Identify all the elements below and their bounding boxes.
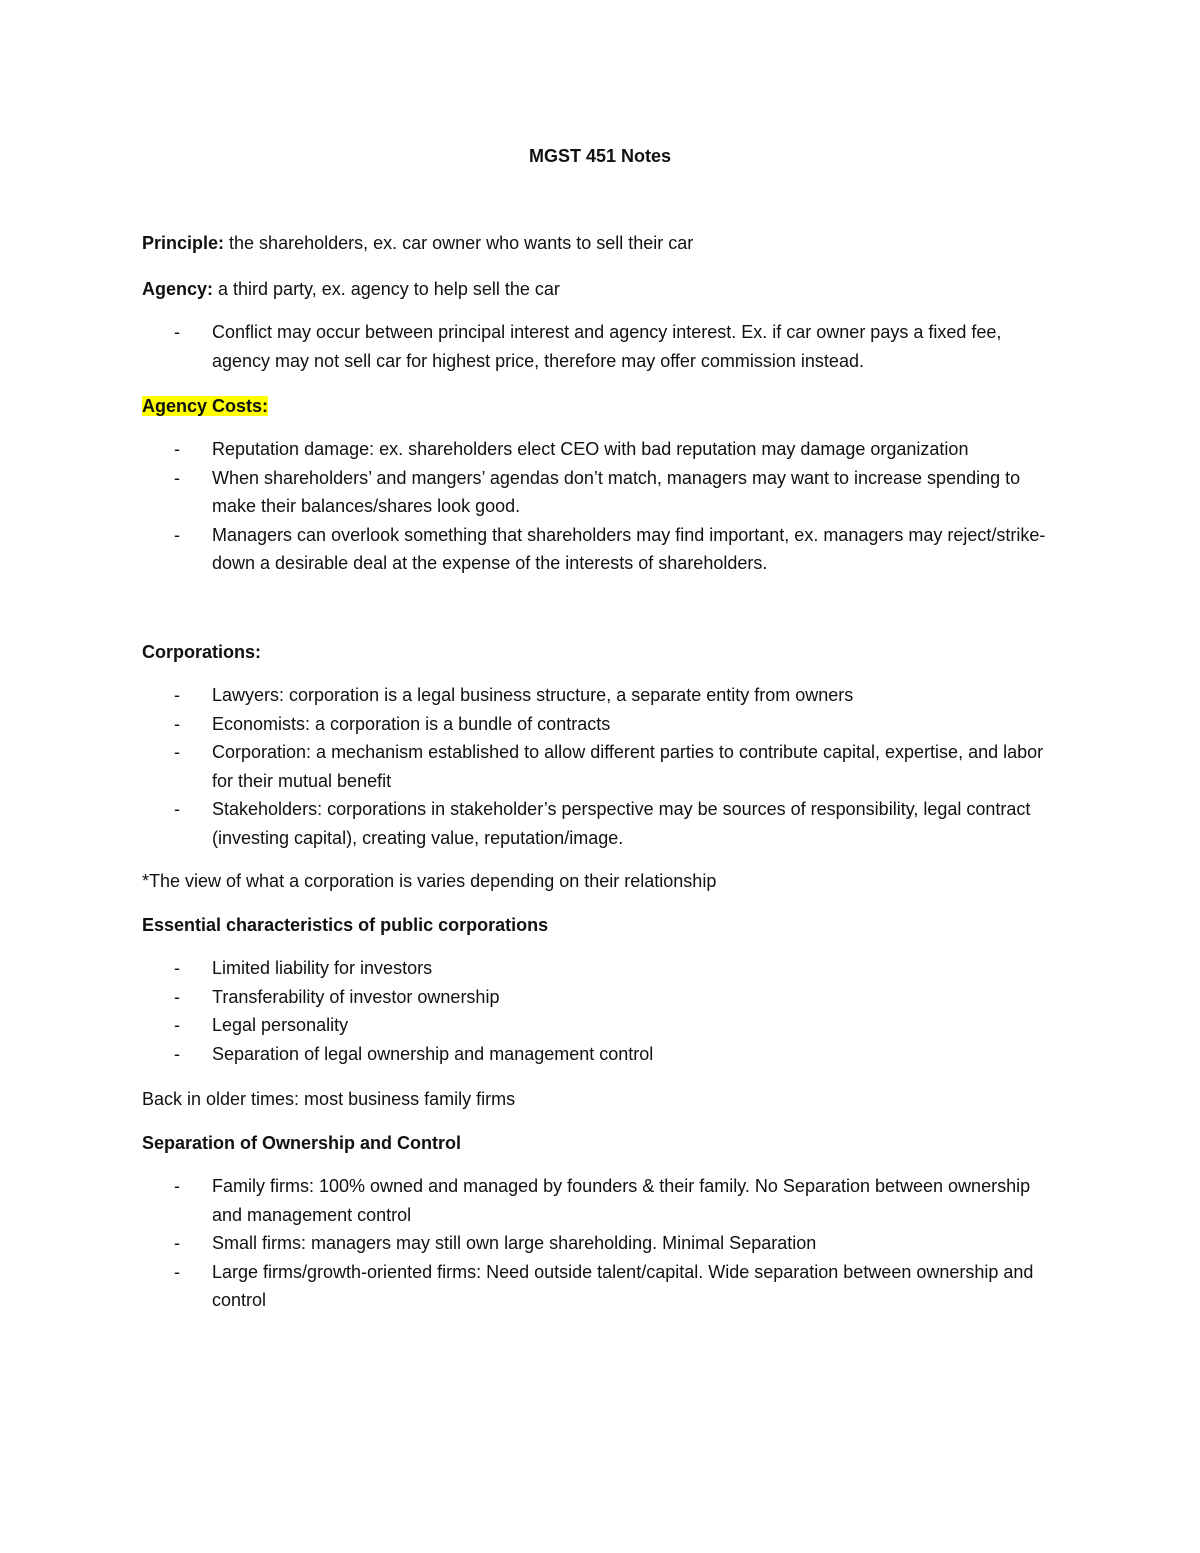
list-item-text: Lawyers: corporation is a legal business structure, a separate entity from owners — [212, 685, 854, 705]
page-title: MGST 451 Notes — [528, 146, 672, 166]
separation-heading: Separation of Ownership and Control — [142, 1133, 462, 1153]
list-item — [142, 983, 1062, 1012]
dash-marker: - — [174, 958, 180, 978]
list-item-text: Family firms: 100% owned and managed by founders & their family. No Separation between ownership and management control — [212, 1176, 1031, 1225]
older-times-block — [142, 1085, 1062, 1114]
list-item — [142, 1040, 1062, 1069]
principle-paragraph — [142, 229, 1062, 258]
list-item — [142, 318, 1062, 375]
list-item-text: Transferability of investor ownership — [212, 986, 500, 1007]
dash-marker: - — [174, 1261, 180, 1282]
essential-heading-block — [142, 911, 1062, 940]
list-item — [142, 521, 1062, 578]
agency-costs-bullets — [142, 435, 1062, 578]
list-item — [142, 435, 1062, 464]
list-item-text: Large firms/growth-oriented firms: Need outside talent/capital. Wide separation between ownership and control — [212, 1261, 1034, 1310]
dash-marker: - — [174, 986, 180, 1007]
agency-costs-heading: Agency Costs: — [142, 396, 269, 416]
agency-text: a third party, ex. agency to help sell the car — [213, 279, 560, 299]
agency-paragraph — [142, 275, 1062, 304]
principle-label: Principle: — [142, 233, 225, 253]
corporations-heading-block — [142, 638, 1062, 667]
dash-marker: - — [174, 799, 180, 819]
list-item — [142, 954, 1062, 983]
dash-marker: - — [174, 1233, 180, 1253]
essential-heading: Essential characteristics of public corporations — [142, 915, 549, 935]
essential-bullets — [142, 954, 1062, 1068]
list-item — [142, 1011, 1062, 1040]
list-item — [142, 795, 1062, 852]
list-item-text: Legal personality — [212, 1015, 349, 1035]
list-item-text: Separation of legal ownership and management control — [212, 1043, 654, 1064]
dash-marker: - — [174, 467, 180, 488]
separation-bullets — [142, 1172, 1062, 1315]
separation-heading-block — [142, 1129, 1062, 1158]
list-item-text: Limited liability for investors — [212, 958, 433, 978]
list-item — [142, 738, 1062, 795]
dash-marker: - — [174, 1176, 180, 1196]
corporations-bullets — [142, 681, 1062, 852]
list-item-text: Small firms: managers may still own large shareholding. Minimal Separation — [212, 1233, 817, 1253]
principle-text: the shareholders, ex. car owner who wants to sell their car — [224, 233, 694, 253]
list-item — [142, 464, 1062, 521]
dash-marker: - — [174, 524, 180, 545]
dash-marker: - — [174, 1043, 180, 1064]
older-times-text: Back in older times: most business family firms — [142, 1089, 516, 1109]
dash-marker: - — [174, 742, 180, 762]
list-item-text: Reputation damage: ex. shareholders elect CEO with bad reputation may damage organization — [212, 439, 969, 459]
corporations-note: *The view of what a corporation is varies depending on their relationship — [142, 871, 717, 891]
list-item — [142, 681, 1062, 710]
list-item-text: Conflict may occur between principal interest and agency interest. Ex. if car owner pays a fixed fee, agency may not sell car for highest price, therefore may offer commission instead. — [212, 322, 1002, 371]
list-item-text: Corporation: a mechanism established to allow different parties to contribute capital, expertise, and labor for their mutual benefit — [212, 742, 1044, 791]
agency-costs-heading-block — [142, 392, 1062, 421]
dash-marker: - — [174, 1015, 180, 1035]
list-item-text: When shareholders’ and mangers’ agendas don’t match, managers may want to increase spending to make their balances/shares look good. — [212, 467, 1021, 516]
corporations-note-block — [142, 867, 1062, 896]
dash-marker: - — [174, 685, 180, 705]
list-item — [142, 710, 1062, 739]
agency-label: Agency: — [142, 279, 214, 299]
agency-bullets — [142, 318, 1062, 375]
list-item — [142, 1229, 1062, 1258]
list-item-text: Economists: a corporation is a bundle of contracts — [212, 713, 611, 734]
dash-marker: - — [174, 322, 180, 342]
dash-marker: - — [174, 713, 180, 734]
list-item — [142, 1258, 1062, 1315]
corporations-heading: Corporations: — [142, 642, 261, 662]
list-item-text: Managers can overlook something that shareholders may find important, ex. managers may reject/strike-down a desirable deal at the expense of the interests of shareholders. — [212, 524, 1046, 573]
list-item-text: Stakeholders: corporations in stakeholder’s perspective may be sources of responsibility, legal contract (investing capital), creating value, reputation/image. — [212, 799, 1031, 848]
dash-marker: - — [174, 439, 180, 459]
list-item — [142, 1172, 1062, 1229]
